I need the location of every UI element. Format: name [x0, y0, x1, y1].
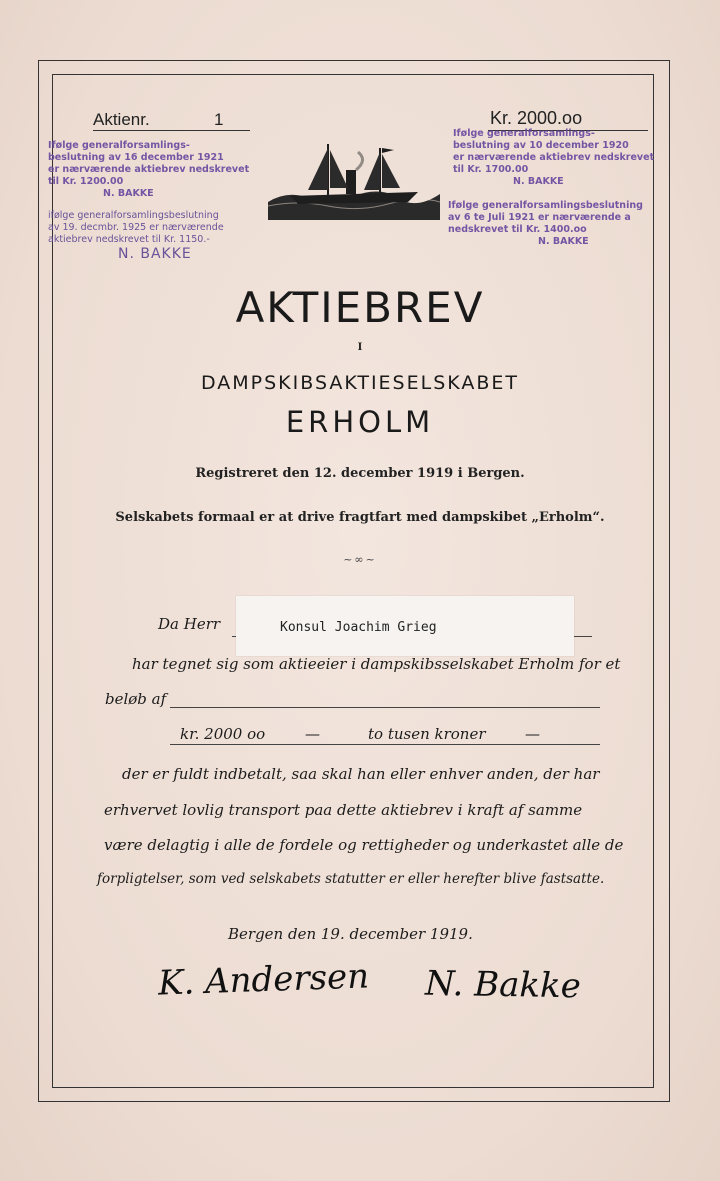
place-date: Bergen den 19. december 1919.: [228, 925, 473, 943]
body-line-1: har tegnet sig som aktieeier i dampskibsselskabet Erholm for et: [132, 655, 621, 673]
steamship-icon: [268, 140, 440, 220]
share-number-value: 1: [214, 110, 224, 129]
amount-dash-2: —: [525, 725, 540, 743]
stamp-line: av 6 te Juli 1921 er nærværende a: [448, 212, 631, 223]
reduction-stamp-right-2: [448, 200, 643, 248]
ornament-divider: ~∞~: [343, 553, 377, 566]
holder-prefix: Da Herr: [158, 615, 221, 633]
stamp-signature: N. BAKKE: [538, 236, 589, 247]
stamp-line: beslutning av 16 december 1921: [48, 152, 224, 163]
stamp-signature: N. BAKKE: [103, 188, 154, 199]
reduction-stamp-left-1: [48, 140, 249, 200]
company-type: DAMPSKIBSAKTIESELSKABET: [200, 372, 520, 394]
certificate-title: AKTIEBREV: [235, 283, 485, 332]
stamp-signature: N. BAKKE: [118, 246, 192, 262]
stamp-line: er nærværende aktiebrev nedskrevet: [48, 164, 250, 175]
body-line-2: beløb af: [105, 690, 167, 708]
share-number-underline: [93, 130, 250, 131]
stamp-line: aktiebrev nedskrevet til Kr. 1150.-: [48, 234, 210, 245]
amount-dash-1: —: [305, 725, 320, 743]
title-preposition: I: [357, 342, 363, 353]
body-line-4: der er fuldt indbetalt, saa skal han eller enhver anden, der har: [122, 765, 600, 783]
purpose-line: Selskabets formaal er at drive fragtfart med dampskibet „Erholm“.: [115, 510, 605, 525]
stamp-line: til Kr. 1700.00: [453, 164, 529, 175]
body-line-7: forpligtelser, som ved selskabets statutter er eller herefter blive fastsatte.: [97, 871, 605, 887]
body-line-5: erhvervet lovlig transport paa dette aktiebrev i kraft af samme: [104, 801, 583, 819]
reduction-stamp-right-1: [453, 128, 654, 188]
signature-left: K. Andersen: [157, 956, 370, 1004]
signature-right: N. Bakke: [424, 963, 582, 1007]
registration-line: Registreret den 12. december 1919 i Bergen.: [195, 466, 525, 481]
stamp-line: til Kr. 1200.00: [48, 176, 124, 187]
stamp-line: av 19. decmbr. 1925 er nærværende: [48, 222, 224, 233]
stamp-line: ifølge generalforsamlingsbeslutning: [48, 210, 219, 221]
body-line-6: være delagtig i alle de fordele og rettigheder og underkastet alle de: [104, 836, 624, 854]
amount-underline: [170, 744, 600, 745]
stamp-line: nedskrevet til Kr. 1400.oo: [448, 224, 587, 235]
stamp-line: Ifølge generalforsamlings-: [453, 128, 595, 139]
amount-words: to tusen kroner: [368, 725, 486, 743]
stamp-line: beslutning av 10 december 1920: [453, 140, 629, 151]
stamp-signature: N. BAKKE: [513, 176, 564, 187]
share-amount: Kr. 2000.oo: [490, 108, 583, 128]
holder-name: Konsul Joachim Grieg: [280, 620, 437, 635]
share-number-label: Aktienr.: [93, 110, 150, 129]
stamp-line: er nærværende aktiebrev nedskrevet: [453, 152, 655, 163]
body-line-2-underline: [170, 707, 600, 708]
stamp-line: Ifølge generalforsamlings-: [48, 140, 190, 151]
stamp-line: Ifølge generalforsamlingsbeslutning: [448, 200, 643, 211]
company-name: ERHOLM: [285, 405, 435, 439]
reduction-stamp-left-2: [48, 210, 224, 263]
amount-number: kr. 2000 oo: [180, 725, 266, 743]
